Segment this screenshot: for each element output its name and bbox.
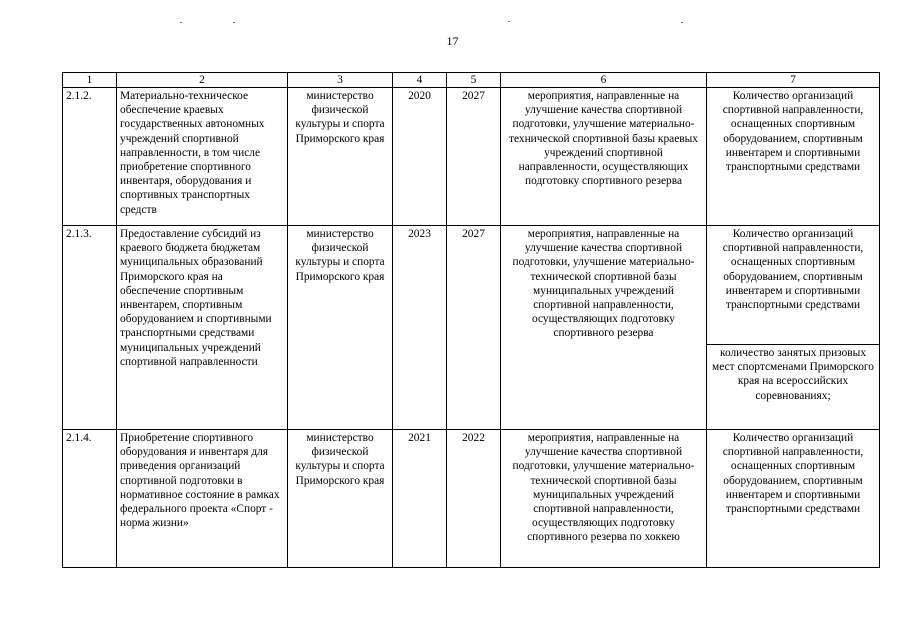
item-end-year: 2027 (447, 88, 501, 226)
item-name: Приобретение спортивного оборудования и инвентаря для приведения организаций спортивной подготовки в нормативное состояние в рамках федерального проекта «Спорт - норма жизни» (117, 430, 288, 568)
item-start-year: 2021 (393, 430, 447, 568)
item-start-year: 2020 (393, 88, 447, 226)
column-number: 7 (707, 73, 880, 88)
column-number-row (63, 73, 880, 88)
item-end-year: 2027 (447, 226, 501, 430)
column-number: 4 (393, 73, 447, 88)
item-indicator: Количество организаций спортивной направленности, оснащенных спортивным оборудованием, спортивным инвентарем и спортивными транспортными средствами (707, 88, 880, 226)
item-number: 2.1.4. (63, 430, 117, 568)
scan-speck (233, 22, 235, 23)
scan-speck (681, 22, 683, 23)
table-row (63, 226, 880, 430)
item-name: Предоставление субсидий из краевого бюджета бюджетам муниципальных образований Приморского края на обеспечение спортивным инвентарем, спортивным оборудованием и спортивными транспортными средствами муниципальных учреждений спортивной направленности (117, 226, 288, 430)
table-row (63, 430, 880, 568)
item-executor: министерство физической культуры и спорта Приморского края (288, 88, 393, 226)
item-indicators (707, 226, 880, 430)
column-number: 3 (288, 73, 393, 88)
item-indicator: количество занятых призовых мест спортсменами Приморского края на всероссийских соревнованиях; (712, 347, 874, 402)
item-result: мероприятия, направленные на улучшение качества спортивной подготовки, улучшение материально-технической спортивной базы муниципальных учреждений спортивной направленности, осуществляющих подготовку спортивного резерва (501, 226, 707, 430)
table-row (63, 88, 880, 226)
item-executor: министерство физической культуры и спорта Приморского края (288, 226, 393, 430)
item-executor: министерство физической культуры и спорта Приморского края (288, 430, 393, 568)
item-result: мероприятия, направленные на улучшение качества спортивной подготовки, улучшение материально-технической спортивной базы муниципальных учреждений спортивной направленности, осуществляющих подготовку спортивного резерва по хоккею (501, 430, 707, 568)
item-number: 2.1.3. (63, 226, 117, 430)
column-number: 5 (447, 73, 501, 88)
program-table (62, 72, 880, 568)
scan-speck (180, 22, 182, 23)
column-number: 6 (501, 73, 707, 88)
item-result: мероприятия, направленные на улучшение качества спортивной подготовки, улучшение материально-технической спортивной базы краевых учреждений спортивной направленности, осуществляющих подготовку спортивного резерва (501, 88, 707, 226)
page-number: 17 (446, 34, 459, 48)
scan-speck (508, 21, 510, 22)
column-number: 2 (117, 73, 288, 88)
column-number: 1 (63, 73, 117, 88)
item-name: Материально-техническое обеспечение краевых государственных автономных учреждений спортивной направленности, в том числе приобретение спортивного инвентаря, оборудования и спортивных транспортных средств (117, 88, 288, 226)
item-indicator: Количество организаций спортивной направленности, оснащенных спортивным оборудованием, спортивным инвентарем и спортивными транспортными средствами (707, 226, 879, 345)
item-indicator: Количество организаций спортивной направленности, оснащенных спортивным оборудованием, спортивным инвентарем и спортивными транспортными средствами (707, 430, 880, 568)
item-start-year: 2023 (393, 226, 447, 430)
item-number: 2.1.2. (63, 88, 117, 226)
item-end-year: 2022 (447, 430, 501, 568)
